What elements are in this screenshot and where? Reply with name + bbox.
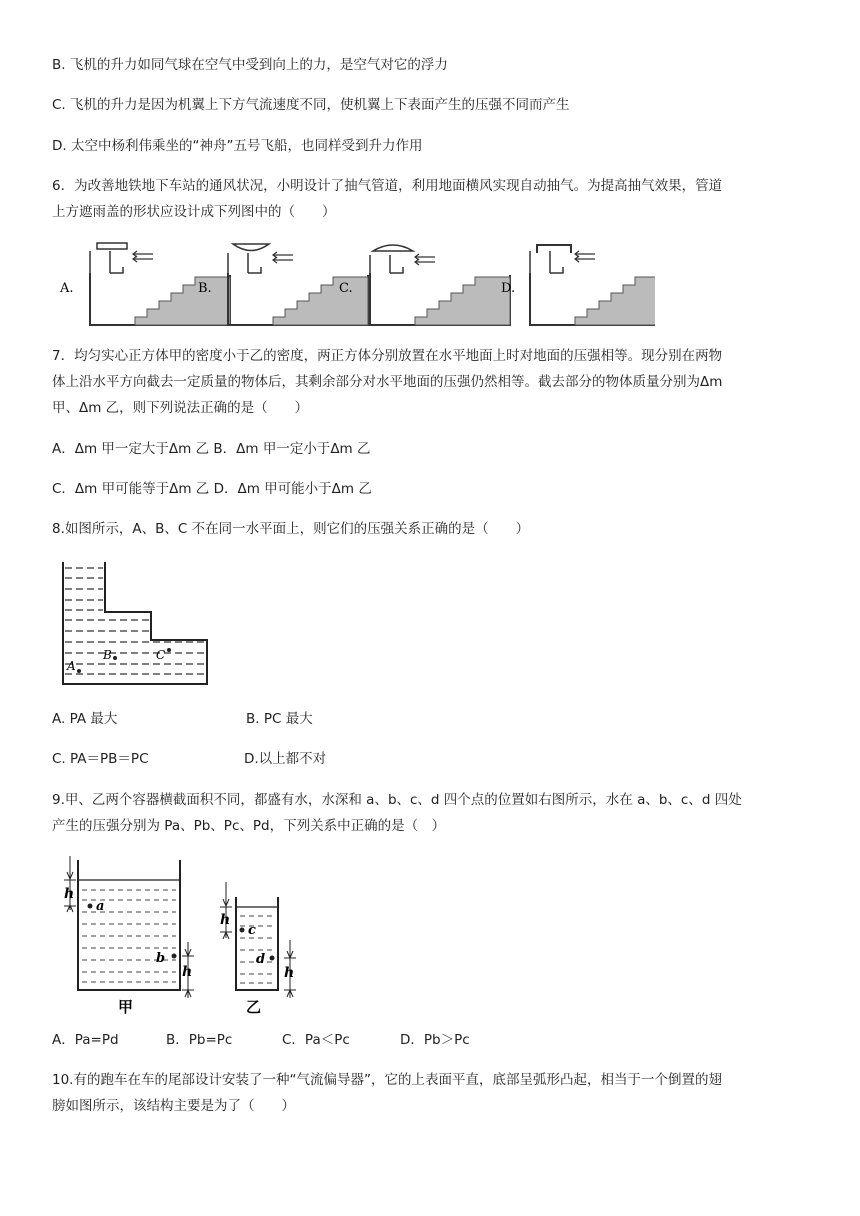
q9-yi-h-top-label: h — [220, 912, 231, 928]
q8-container-figure — [55, 558, 225, 690]
q8-stem: 8.如图所示，A、B、C 不在同一水平面上，则它们的压强关系正确的是（ ） — [52, 521, 530, 537]
q10-stem-line1: 10.有的跑车在车的尾部设计安装了一种“气流偏导器”，它的上表面平直，底部呈弧形凸起，相当于一个倒置的翅 — [52, 1072, 722, 1088]
q6-figure — [55, 237, 655, 332]
q8-option-b: B. PC 最大 — [246, 711, 313, 727]
q8-option-d: D.以上都不对 — [244, 751, 327, 767]
q6-stem-line2: 上方遮雨盖的形状应设计成下列图中的（ ） — [52, 204, 336, 220]
q6-stem-line1: 6．为改善地铁地下车站的通风状况，小明设计了抽气管道，利用地面横风实现自动抽气。为提高抽气效果，管道 — [52, 178, 723, 194]
q6-fig-label-d: D. — [501, 281, 516, 296]
q5-option-d: D. 太空中杨利伟乘坐的“神舟”五号飞船，也同样受到升力作用 — [52, 138, 423, 154]
q5-option-c: C. 飞机的升力是因为机翼上下方气流速度不同，使机翼上下表面产生的压强不同而产生 — [52, 97, 570, 113]
q8-option-c: C. PA＝PB＝PC — [52, 751, 149, 767]
q9-container-jia-label: 甲 — [118, 998, 134, 1016]
q7-stem-line3: 甲、Δm 乙，则下列说法正确的是（ ） — [52, 400, 309, 416]
q9-containers-figure — [58, 852, 308, 1017]
q9-option-b: B．Pb=Pc — [166, 1032, 233, 1048]
q8-option-a: A. PA 最大 — [52, 711, 118, 727]
q6-fig-label-b: B. — [198, 281, 212, 296]
q9-option-c: C．Pa＜Pc — [282, 1032, 350, 1048]
q9-stem-line1: 9.甲、乙两个容器横截面积不同，都盛有水，水深和 a、b、c、d 四个点的位置如右图所示，水在 a、b、c、d 四处 — [52, 792, 742, 808]
q7-options-cd: C．Δm 甲可能等于Δm 乙 D．Δm 甲可能小于Δm 乙 — [52, 481, 372, 497]
q10-stem-line2: 膀如图所示，该结构主要是为了（ ） — [52, 1098, 295, 1114]
q7-options-ab: A．Δm 甲一定大于Δm 乙 B．Δm 甲一定小于Δm 乙 — [52, 441, 371, 457]
q9-point-d-label: d — [256, 952, 266, 967]
q8-point-b-label: B — [103, 648, 112, 662]
q9-container-yi-label: 乙 — [246, 998, 262, 1016]
q9-option-a: A．Pa=Pd — [52, 1032, 119, 1048]
q7-stem-line1: 7．均匀实心正方体甲的密度小于乙的密度，两正方体分别放置在水平地面上时对地面的压强相等。现分别在两物 — [52, 348, 723, 364]
q9-point-a-label: a — [96, 899, 105, 914]
q6-option-d-figure — [501, 245, 655, 325]
q9-point-b-label: b — [156, 951, 166, 966]
q9-jia-h-bottom-label: h — [182, 964, 193, 980]
q8-point-a-label: A — [67, 659, 76, 673]
q9-point-c-label: c — [248, 923, 256, 938]
q9-option-d: D．Pb＞Pc — [400, 1032, 470, 1048]
q8-point-c-label: C — [156, 648, 166, 662]
q7-stem-line2: 体上沿水平方向截去一定质量的物体后，其剩余部分对水平地面的压强仍然相等。截去部分的物体质量分别为Δm — [52, 374, 723, 390]
q6-fig-label-c: C. — [339, 281, 353, 296]
q5-option-b: B. 飞机的升力如同气球在空气中受到向上的力，是空气对它的浮力 — [52, 57, 448, 73]
q6-fig-label-a: A. — [60, 281, 74, 296]
q9-stem-line2: 产生的压强分别为 Pa、Pb、Pc、Pd，下列关系中正确的是（ ） — [52, 818, 446, 834]
q9-yi-h-bottom-label: h — [284, 965, 295, 981]
q9-jia-h-top-label: h — [64, 886, 75, 902]
